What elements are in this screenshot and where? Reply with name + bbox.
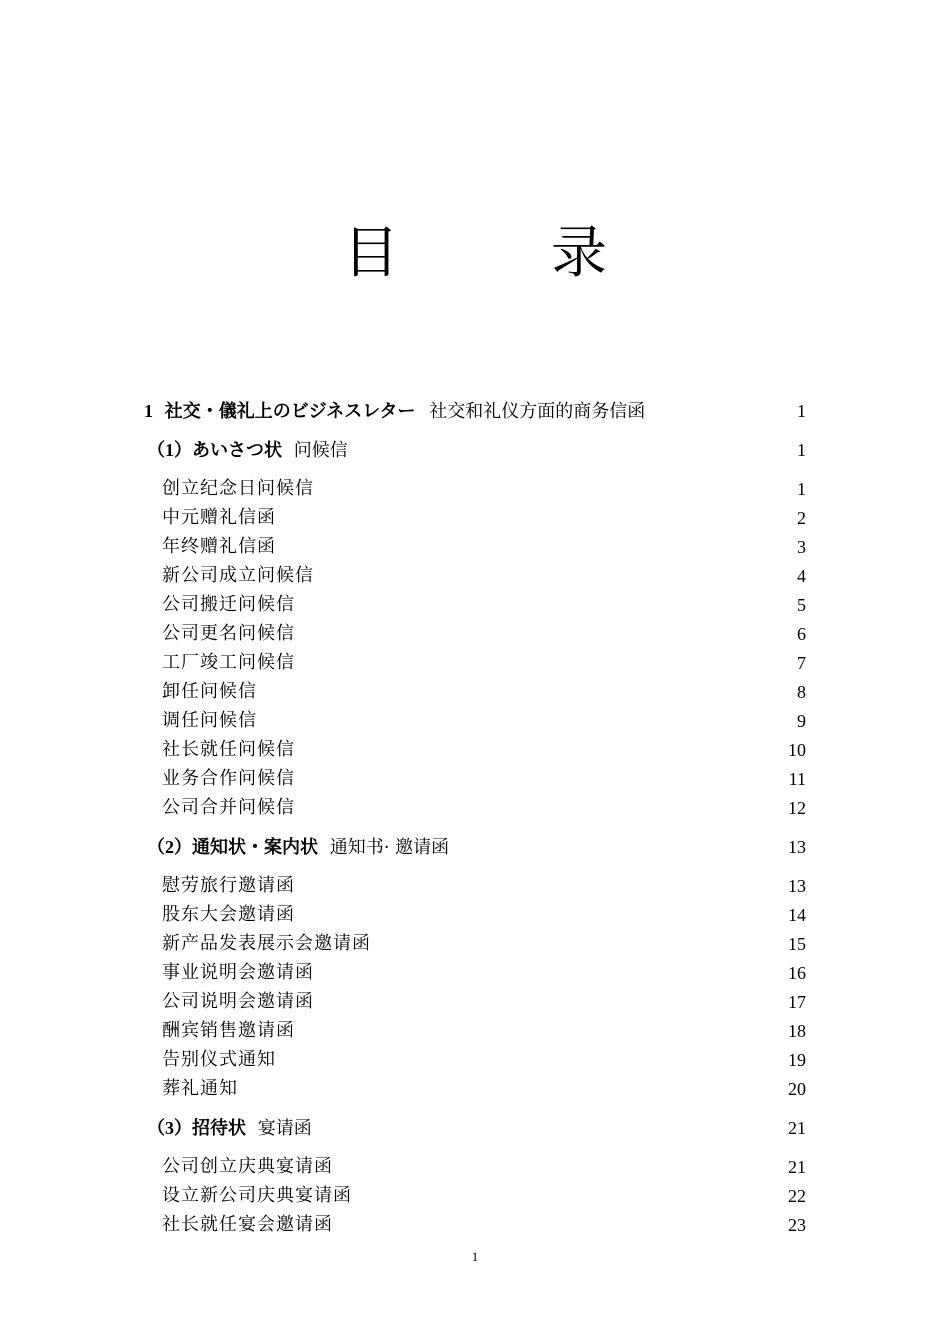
toc-page-number: 11: [788, 769, 806, 789]
toc-item-label: 新产品发表展示会邀请函: [162, 933, 371, 954]
toc-item[interactable]: [0, 931, 950, 957]
toc-page-number: 5: [797, 595, 806, 615]
group-number: （1）: [147, 440, 192, 460]
toc-item-label: 公司更名问候信: [162, 623, 295, 644]
toc-page-number: 17: [788, 992, 806, 1012]
toc-item[interactable]: [0, 1154, 950, 1180]
toc-item[interactable]: [0, 650, 950, 676]
page-title: 目 录: [343, 221, 655, 286]
toc-item[interactable]: [0, 563, 950, 589]
toc-group-3[interactable]: [0, 1115, 950, 1141]
toc-group-label: [147, 437, 348, 464]
toc-item[interactable]: [0, 708, 950, 734]
toc-item-label: 公司搬迁问候信: [162, 594, 295, 615]
toc-item-label: 公司创立庆典宴请函: [162, 1156, 333, 1177]
toc-item[interactable]: [0, 621, 950, 647]
toc-item-label: 新公司成立问候信: [162, 565, 314, 586]
toc-page-number: 4: [797, 566, 806, 586]
group-title-jp: 招待状: [192, 1118, 246, 1139]
toc-page-number: 3: [797, 537, 806, 557]
toc-item-label: 葬礼通知: [162, 1078, 238, 1099]
toc-page-number: 6: [797, 624, 806, 644]
toc-item-label: 卸任问候信: [162, 681, 257, 702]
toc-page-number: 1: [797, 401, 806, 421]
toc-item[interactable]: [0, 795, 950, 821]
toc-page-number: 1: [797, 440, 806, 460]
toc-item[interactable]: [0, 592, 950, 618]
toc-item-label: 工厂竣工问候信: [162, 652, 295, 673]
toc-page-number: 15: [788, 934, 806, 954]
toc-item[interactable]: [0, 873, 950, 899]
toc-page-number: 13: [788, 837, 806, 857]
section-title-jp: 社交・儀礼上のビジネスレター: [164, 401, 416, 422]
toc-page-number: 18: [788, 1021, 806, 1041]
group-title-cn: 问候信: [293, 440, 348, 461]
toc-item-label: 中元赠礼信函: [162, 507, 276, 528]
section-title-cn: 社交和礼仪方面的商务信函: [429, 401, 646, 422]
toc-page-number: 19: [788, 1050, 806, 1070]
toc-item-label: 酬宾销售邀请函: [162, 1020, 295, 1041]
toc-group-label: [147, 1115, 312, 1142]
toc-item-label: 公司说明会邀请函: [162, 991, 314, 1012]
toc-item-label: 设立新公司庆典宴请函: [162, 1185, 352, 1206]
toc-page-number: 14: [788, 905, 806, 925]
toc-page-number: 1: [797, 479, 806, 499]
toc-page-number: 20: [788, 1079, 806, 1099]
toc-item[interactable]: [0, 1076, 950, 1102]
toc-group-label: [147, 834, 449, 861]
footer-page-number: 1: [471, 1249, 479, 1264]
group-title-cn: 通知书· 邀请函: [329, 837, 450, 858]
group-number: （3）: [147, 1118, 192, 1138]
toc-item-label: 慰劳旅行邀请函: [162, 875, 295, 896]
group-title-cn: 宴请函: [257, 1118, 312, 1139]
toc-item[interactable]: [0, 1047, 950, 1073]
toc-item-label: 告别仪式通知: [162, 1049, 276, 1070]
toc-item[interactable]: [0, 766, 950, 792]
toc-item-label: 股东大会邀请函: [162, 904, 295, 925]
toc-item[interactable]: [0, 679, 950, 705]
toc-item[interactable]: [0, 960, 950, 986]
toc-item-label: 社长就任宴会邀请函: [162, 1214, 333, 1235]
toc-item[interactable]: [0, 1183, 950, 1209]
group-title-jp: 通知状・案内状: [192, 837, 318, 858]
toc-page-number: 2: [797, 508, 806, 528]
toc-item[interactable]: [0, 476, 950, 502]
toc-page-number: 21: [788, 1157, 806, 1177]
toc-item-label: 公司合并问候信: [162, 797, 295, 818]
section-number: 1: [144, 401, 153, 421]
toc-section-label: [144, 398, 645, 425]
toc-item[interactable]: [0, 1018, 950, 1044]
toc-item-label: 业务合作问候信: [162, 768, 295, 789]
toc-group-2[interactable]: [0, 834, 950, 860]
toc-page-number: 8: [797, 682, 806, 702]
toc-item-label: 社长就任问候信: [162, 739, 295, 760]
toc-item-label: 年终赠礼信函: [162, 536, 276, 557]
toc-page-number: 22: [788, 1186, 806, 1206]
toc-item[interactable]: [0, 534, 950, 560]
toc-group-1[interactable]: [0, 437, 950, 463]
toc-page-number: 16: [788, 963, 806, 983]
toc-item[interactable]: [0, 737, 950, 763]
toc-section-1[interactable]: [0, 398, 950, 424]
toc-page-number: 21: [788, 1118, 806, 1138]
toc-page-number: 9: [797, 711, 806, 731]
group-title-jp: あいさつ状: [192, 440, 282, 461]
toc-item[interactable]: [0, 1212, 950, 1238]
toc-item[interactable]: [0, 989, 950, 1015]
toc-page-number: 7: [797, 653, 806, 673]
toc-item-label: 创立纪念日问候信: [162, 478, 314, 499]
toc-page-number: 13: [788, 876, 806, 896]
toc-page-number: 12: [788, 798, 806, 818]
toc-page-number: 23: [788, 1215, 806, 1235]
toc-item-label: 事业说明会邀请函: [162, 962, 314, 983]
toc-item[interactable]: [0, 505, 950, 531]
toc-page-number: 10: [788, 740, 806, 760]
group-number: （2）: [147, 837, 192, 857]
toc-item-label: 调任问候信: [162, 710, 257, 731]
toc-item[interactable]: [0, 902, 950, 928]
